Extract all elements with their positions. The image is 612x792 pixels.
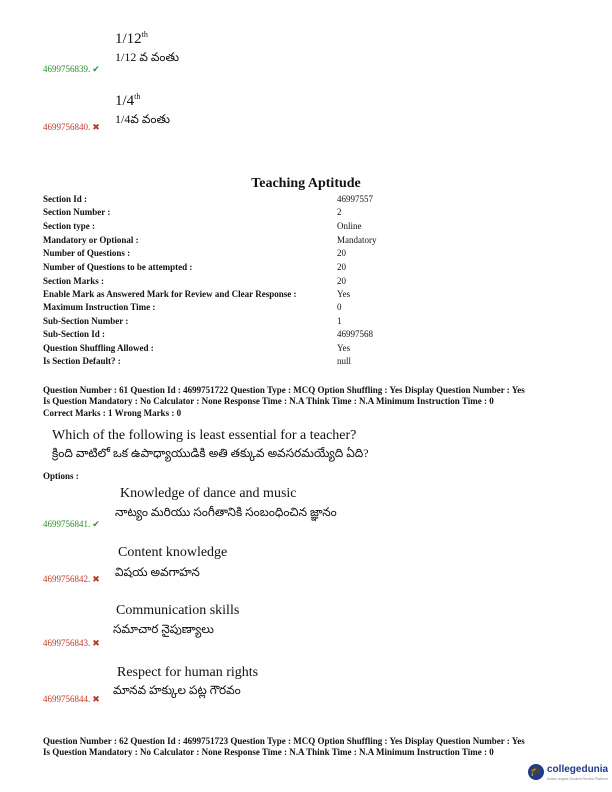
- option-id-text: 4699756843.: [43, 638, 91, 648]
- option-en: Knowledge of dance and music: [120, 486, 297, 501]
- option-en: Communication skills: [116, 603, 240, 618]
- meta-row: [43, 356, 383, 369]
- option-en: Content knowledge: [118, 545, 228, 560]
- meta-label: Section Marks :: [43, 276, 104, 286]
- cross-icon: ✖: [92, 694, 100, 704]
- check-icon: ✔: [92, 519, 100, 529]
- question-header: Is Question Mandatory : No Calculator : None Response Time : N.A Think Time : N.A Minimum Instruction Time : 0: [43, 747, 494, 757]
- option-te: సమాచార నైపుణ్యాలు: [113, 622, 214, 636]
- section-title: Teaching Aptitude: [251, 176, 361, 191]
- meta-row: [43, 262, 383, 275]
- meta-row: [43, 289, 383, 302]
- meta-value: Mandatory: [337, 235, 377, 245]
- option-en: [115, 30, 148, 48]
- option-id-text: 4699756840.: [43, 122, 91, 132]
- check-icon: ✔: [92, 64, 100, 74]
- option-id-text: 4699756844.: [43, 694, 91, 704]
- logo-name: collegedunia: [547, 764, 609, 775]
- option-id: [43, 64, 100, 75]
- meta-row: [43, 221, 383, 234]
- meta-label: Is Section Default? :: [43, 356, 121, 366]
- option-te: నాట్యం మరియు సంగీతానికి సంబంధించిన జ్ఞానం: [115, 505, 337, 519]
- fraction-sup: th: [134, 92, 141, 101]
- meta-row: [43, 329, 383, 342]
- meta-value: 1: [337, 316, 342, 326]
- meta-label: Section Number :: [43, 207, 111, 217]
- option-id: [43, 519, 100, 530]
- logo-tagline: India's largest Student Review Platform: [547, 777, 608, 781]
- question-text-te: క్రింది వాటిలో ఒక ఉపాధ్యాయుడికి అతి తక్కువ అవసరమయ్యేది ఏది?: [52, 446, 369, 460]
- option-te: మానవ హక్కుల పట్ల గౌరవం: [113, 683, 241, 697]
- meta-label: Mandatory or Optional :: [43, 235, 139, 245]
- question-header: Is Question Mandatory : No Calculator : None Response Time : N.A Think Time : N.A Minimum Instruction Time : 0: [43, 396, 494, 406]
- graduate-cap-icon: 🎓: [528, 764, 544, 780]
- collegedunia-logo: [528, 762, 612, 792]
- meta-row: [43, 276, 383, 289]
- meta-label: Sub-Section Id :: [43, 329, 106, 339]
- meta-row: [43, 207, 383, 220]
- option-te: విషయ అవగాహన: [115, 565, 200, 579]
- cross-icon: ✖: [92, 574, 100, 584]
- meta-value: 46997568: [337, 329, 373, 339]
- meta-value: 20: [337, 262, 346, 272]
- meta-row: [43, 248, 383, 261]
- question-header: Question Number : 62 Question Id : 4699751723 Question Type : MCQ Option Shuffling : Yes Display Question Number : Yes: [43, 736, 525, 746]
- option-te: 1/4వ వంతు: [115, 112, 170, 126]
- meta-row: [43, 316, 383, 329]
- meta-row: [43, 194, 383, 207]
- option-id-text: 4699756841.: [43, 519, 91, 529]
- meta-value: 0: [337, 302, 342, 312]
- option-id: [43, 694, 100, 705]
- meta-value: Yes: [337, 289, 351, 299]
- meta-row: [43, 302, 383, 315]
- question-text-en: Which of the following is least essential for a teacher?: [52, 428, 357, 443]
- option-id-text: 4699756839.: [43, 64, 91, 74]
- meta-label: Maximum Instruction Time :: [43, 302, 156, 312]
- option-en: [115, 92, 140, 110]
- options-label: Options :: [43, 471, 79, 481]
- fraction-sup: th: [141, 30, 148, 39]
- meta-row: [43, 343, 383, 356]
- meta-value: Yes: [337, 343, 351, 353]
- meta-label: Number of Questions to be attempted :: [43, 262, 193, 272]
- option-id-text: 4699756842.: [43, 574, 91, 584]
- meta-label: Sub-Section Number :: [43, 316, 129, 326]
- meta-label: Section Id :: [43, 194, 88, 204]
- option-id: [43, 638, 100, 649]
- option-en: Respect for human rights: [117, 665, 259, 680]
- option-id: [43, 574, 100, 585]
- option-id: [43, 122, 100, 133]
- meta-value: 20: [337, 248, 346, 258]
- meta-value: null: [337, 356, 352, 366]
- question-header: Question Number : 61 Question Id : 4699751722 Question Type : MCQ Option Shuffling : Yes Display Question Number : Yes: [43, 385, 525, 395]
- meta-label: Question Shuffling Allowed :: [43, 343, 154, 353]
- meta-value: 20: [337, 276, 346, 286]
- question-header: Correct Marks : 1 Wrong Marks : 0: [43, 408, 182, 418]
- meta-label: Enable Mark as Answered Mark for Review and Clear Response :: [43, 289, 297, 299]
- meta-value: 2: [337, 207, 342, 217]
- fraction-text: 1/12: [115, 31, 142, 47]
- meta-value: 46997557: [337, 194, 373, 204]
- meta-label: Number of Questions :: [43, 248, 131, 258]
- meta-label: Section type :: [43, 221, 95, 231]
- meta-row: [43, 235, 383, 248]
- cross-icon: ✖: [92, 638, 100, 648]
- meta-value: Online: [337, 221, 362, 231]
- fraction-text: 1/4: [115, 93, 135, 109]
- cross-icon: ✖: [92, 122, 100, 132]
- option-te: 1/12 వ వంతు: [115, 50, 179, 64]
